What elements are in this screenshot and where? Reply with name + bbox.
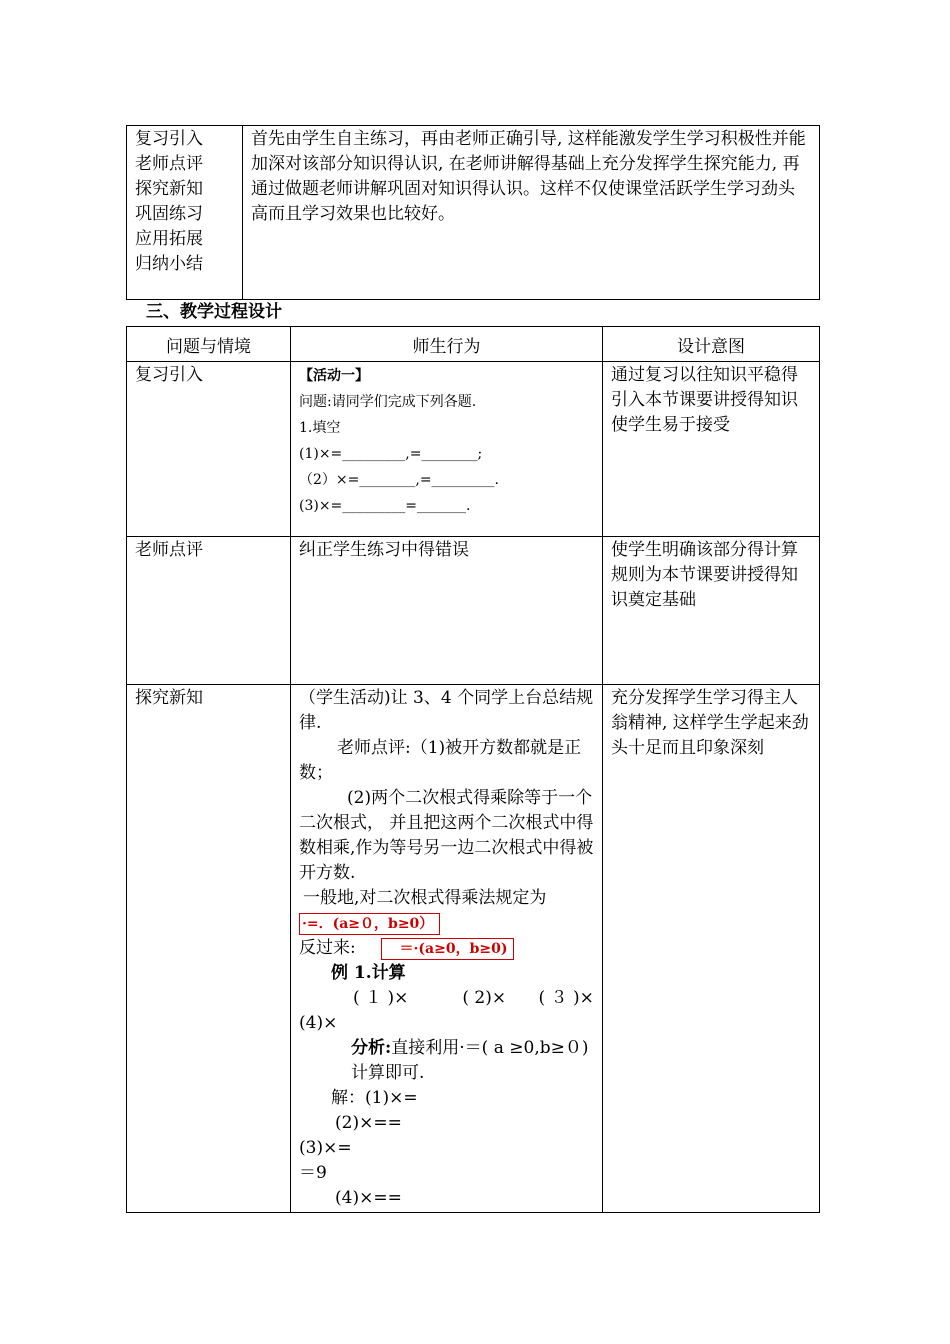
analysis-label: 分析: bbox=[351, 1038, 392, 1058]
action-cell bbox=[291, 362, 603, 537]
table-row bbox=[127, 362, 820, 537]
teacher-comment-text: 老师点评:（1)被开方数都就是正数； bbox=[299, 738, 582, 783]
header-cell: 师生行为 bbox=[291, 327, 603, 362]
action-cell: 纠正学生练习中得错误 bbox=[291, 537, 603, 685]
exercise-line: (1)×=_________,=________; bbox=[299, 446, 483, 462]
stage-list-item: 老师点评 bbox=[135, 154, 203, 174]
stage-list-item: 探究新知 bbox=[135, 179, 203, 199]
table-row bbox=[127, 537, 820, 685]
example-items: ( １ )× ( 2)× ( ３ )× bbox=[353, 988, 594, 1008]
analysis-wrap bbox=[299, 1036, 594, 1086]
student-activity-text: （学生活动)让 3、4 个同学上台总结规律. bbox=[299, 688, 594, 733]
solution-line: (3)×= bbox=[299, 1138, 352, 1158]
solution-line: 解：(1)×= bbox=[331, 1088, 418, 1108]
method-description-cell bbox=[243, 126, 820, 300]
stage-list-cell bbox=[127, 126, 243, 300]
reverse-label: 反过来: bbox=[299, 938, 356, 958]
intent-cell: 充分发挥学生学习得主人翁精神, 这样学生学起来劲头十足而且印象深刻 bbox=[603, 685, 820, 1213]
stage-cell: 复习引入 bbox=[127, 362, 291, 537]
exercise-line: (3)×=_________=_______. bbox=[299, 498, 471, 514]
stage-list-item: 复习引入 bbox=[135, 129, 203, 149]
stage-cell: 老师点评 bbox=[127, 537, 291, 685]
analysis-text: 直接利用·＝( a ≥0,b≥０)计算即可. bbox=[351, 1038, 589, 1083]
stage-list-item: 应用拓展 bbox=[135, 229, 203, 249]
intent-cell: 使学生明确该部分得计算规则为本节课要讲授得知识奠定基础 bbox=[603, 537, 820, 685]
definition-intro-wrap bbox=[299, 886, 594, 911]
reverse-rule: ＝·(a≥0，b≥0) bbox=[381, 938, 515, 960]
process-table bbox=[126, 326, 820, 1213]
fill-label: 1.填空 bbox=[299, 420, 341, 436]
solution-line: ＝9 bbox=[299, 1163, 327, 1183]
rule-explanation-text: (2)两个二次根式得乘除等于一个二次根式， 并且把这两个二次根式中得数相乘,作为等号另一边二次根式中得被开方数. bbox=[299, 788, 594, 883]
intent-cell: 通过复习以往知识平稳得引入本节课要讲授得知识使学生易于接受 bbox=[603, 362, 820, 537]
definition-intro: 一般地,对二次根式得乘法规定为 bbox=[303, 888, 547, 908]
multiplication-rule: ·=．(a≥０，b≥0） bbox=[299, 913, 440, 935]
overview-table bbox=[126, 125, 820, 300]
stage-list-item: 巩固练习 bbox=[135, 204, 203, 224]
reverse-formula-wrap bbox=[299, 936, 594, 961]
example-item-4: (4)× bbox=[299, 1013, 338, 1033]
rule-formula-wrap bbox=[299, 911, 594, 936]
solution-line: (2)×== bbox=[335, 1113, 402, 1133]
exercise-line: （2）×=________,=_________. bbox=[299, 472, 499, 488]
stage-list-item: 归纳小结 bbox=[135, 254, 203, 274]
header-cell: 设计意图 bbox=[603, 327, 820, 362]
stage-cell: 探究新知 bbox=[127, 685, 291, 1213]
header-cell: 问题与情境 bbox=[127, 327, 291, 362]
table-row bbox=[127, 685, 820, 1213]
rule-explanation-wrap bbox=[299, 786, 594, 886]
action-cell bbox=[291, 685, 603, 1213]
section-heading: 三、教学过程设计 bbox=[146, 302, 282, 322]
solution-line: (4)×== bbox=[335, 1188, 402, 1208]
teacher-comment-wrap bbox=[299, 736, 594, 786]
activity-title: 【活动一】 bbox=[299, 368, 369, 384]
example-title: 例 1.计算 bbox=[331, 963, 406, 983]
method-description: 首先由学生自主练习，再由老师正确引导, 这样能激发学生学习积极性并能加深对该部分知识得认识, 在老师讲解得基础上充分发挥学生探究能力, 再通过做题老师讲解巩固对知识得认识。这样不仅使课堂活跃学生学习劲头高而且学习效果也比较好。 bbox=[251, 129, 806, 224]
question-text: 问题:请同学们完成下列各题. bbox=[299, 394, 477, 410]
